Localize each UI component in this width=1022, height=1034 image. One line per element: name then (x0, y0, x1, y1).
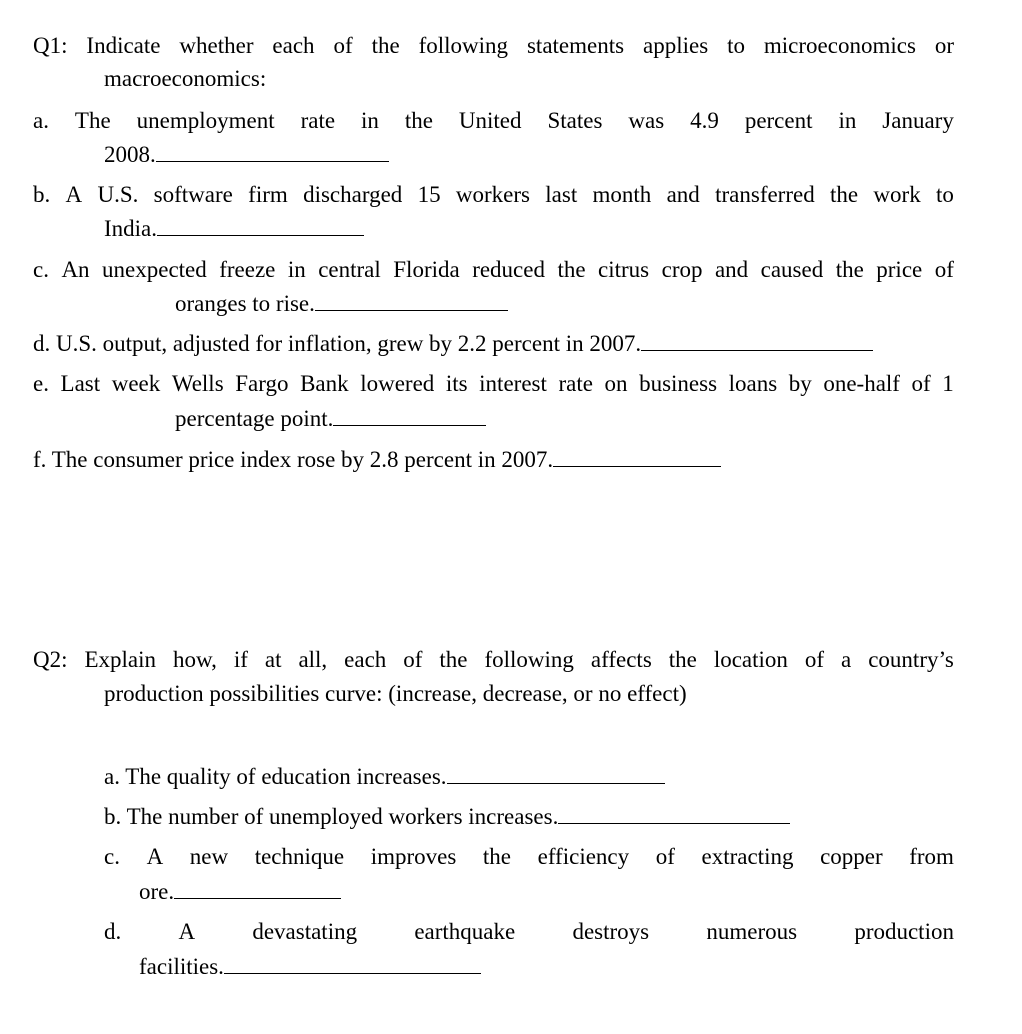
q1-prompt-line1 (33, 31, 954, 61)
q1-item-e-line1-word: one-half (823, 371, 900, 396)
q2-item-c-line1-word: technique (254, 844, 345, 869)
q2-prompt-text: production possibilities curve: (increase, decrease, or no effect) (104, 681, 687, 706)
q2-item-d-line1-word: A (178, 919, 196, 944)
q2-prompt-line1-word: country’s (868, 647, 954, 672)
q1-item-b-line1-word: software (153, 182, 233, 207)
q1-item-c-line1 (33, 255, 954, 285)
q1-prompt-line1-word: following (418, 33, 509, 58)
q1-item-e-line1-word: business (639, 371, 718, 396)
q1-item-a-line1-word: unemployment (136, 108, 275, 133)
q2-item-c-line1-word: efficiency (537, 844, 630, 869)
q1-item-a-line1-word: was (628, 108, 665, 133)
q1-item-e-answer-blank[interactable] (333, 403, 486, 426)
q1-item-e-line1-word: week (111, 371, 161, 396)
q1-item-c-line1-word: citrus (598, 257, 650, 282)
q1-item-a-line1-word: United (458, 108, 522, 133)
q1-item-e-line1-word: by (788, 371, 812, 396)
q1-item-c-line1-word: the (557, 257, 586, 282)
q1-item-e-line1-word: rate (558, 371, 593, 396)
q1-item-b-line1-word: transferred (715, 182, 815, 207)
q1-item-b-line1-word: discharged (303, 182, 403, 207)
q1-item-e-line1-word: 1 (942, 371, 954, 396)
q1-item-a-line1-word: a. (33, 108, 49, 133)
q1-item-c-line1-word: in (287, 257, 306, 282)
q2-item-c-answer-blank[interactable] (174, 876, 341, 899)
q1-item-b-line1-word: A (65, 182, 83, 207)
q1-item-e-line1-word: its (445, 371, 468, 396)
q1-item-f-line (33, 444, 721, 474)
q1-item-b-line1-word: month (592, 182, 652, 207)
q2-item-c-line1-word: c. (104, 844, 120, 869)
q1-item-f-answer-blank[interactable] (553, 444, 721, 467)
q2-prompt-line1-word: of (804, 647, 825, 672)
q1-prompt-text: macroeconomics: (104, 66, 267, 91)
q2-item-c-line1 (104, 842, 954, 872)
q1-prompt-line1-word: of (333, 33, 353, 58)
q1-item-e-line1-word: Last (60, 371, 101, 396)
q1-item-a-line2 (104, 139, 389, 169)
q2-item-c-line1-word: extracting (701, 844, 794, 869)
q1-prompt-line1-word: the (371, 33, 400, 58)
q2-item-c-line1-word: A (146, 844, 164, 869)
q1-prompt-line1-word: applies (643, 33, 709, 58)
q1-item-b-line1-word: last (545, 182, 578, 207)
q1-item-e-line1-word: Wells (171, 371, 224, 396)
q2-prompt-line1-word: all, (298, 647, 328, 672)
q2-prompt-line1-word: of (403, 647, 423, 672)
q1-prompt-line2 (104, 64, 266, 94)
q1-prompt-line1-word: each (272, 33, 315, 58)
q2-item-c-line1-word: the (482, 844, 512, 869)
q1-item-a-line1-word: 4.9 (690, 108, 719, 133)
q1-item-c-line1-word: of (934, 257, 954, 282)
q1-item-c-line2 (175, 288, 508, 318)
q1-item-e-line1-word: interest (479, 371, 547, 396)
q2-prompt-line1-word: Explain (84, 647, 157, 672)
q1-item-c-line1-word: and (714, 257, 749, 282)
q1-item-a-line1-word: rate (300, 108, 336, 133)
q1-item-a-line1-word: the (404, 108, 433, 133)
q1-item-e-line1-word: lowered (360, 371, 435, 396)
q1-item-b-line1-word: to (936, 182, 954, 207)
q1-item-e-line2 (175, 403, 486, 433)
q1-prompt-line1-word: to (727, 33, 745, 58)
q1-item-c-line1-word: unexpected (102, 257, 207, 282)
q2-item-b-line (104, 801, 790, 831)
q1-item-a-text: 2008. (104, 142, 156, 167)
q1-item-e-text: percentage point. (175, 406, 334, 431)
q2-prompt-line1-word: a (841, 647, 852, 672)
q1-item-b-line1-word: and (666, 182, 700, 207)
q1-item-b-line1-word: U.S. (97, 182, 139, 207)
q1-item-e-line1-word: on (604, 371, 628, 396)
q1-item-b-line1 (33, 180, 954, 210)
q2-prompt-line1-word: how, (172, 647, 217, 672)
q2-prompt-line1-word: each (344, 647, 387, 672)
q1-item-c-line1-word: central (318, 257, 381, 282)
q1-item-d-line (33, 328, 873, 358)
q1-item-c-line1-word: reduced (472, 257, 545, 282)
q1-item-a-line1-word: The (74, 108, 111, 133)
q2-item-d-line1-word: numerous (706, 919, 798, 944)
q1-item-e-line1-word: loans (728, 371, 778, 396)
q2-prompt-line2 (104, 679, 687, 709)
q2-item-c-line1-word: from (909, 844, 954, 869)
q1-item-e-line1 (33, 369, 954, 399)
q2-prompt-line1-word: affects (590, 647, 652, 672)
q1-item-b-line1-word: the (830, 182, 859, 207)
q1-prompt-line1-word: or (934, 33, 954, 58)
q2-prompt-line1-word: Q2: (33, 647, 68, 672)
q1-item-d-answer-blank[interactable] (641, 328, 873, 351)
q1-prompt-line1-word: microeconomics (763, 33, 916, 58)
q1-item-c-line1-word: Florida (393, 257, 460, 282)
q1-item-c-line1-word: the (835, 257, 864, 282)
q2-item-d-line1-word: devastating (252, 919, 358, 944)
q1-item-b-answer-blank[interactable] (157, 213, 364, 236)
q2-item-b-answer-blank[interactable] (558, 801, 790, 824)
q2-prompt-line1-word: following (484, 647, 574, 672)
q1-item-b-line1-word: workers (455, 182, 530, 207)
q2-item-d-line2 (139, 951, 481, 981)
q1-item-e-line1-word: e. (33, 371, 49, 396)
q1-item-f-text: f. The consumer price index rose by 2.8 percent in 2007. (33, 447, 554, 472)
q1-item-b-text: India. (104, 216, 158, 241)
q2-item-c-line1-word: copper (820, 844, 883, 869)
q1-item-a-answer-blank[interactable] (156, 139, 389, 162)
q1-item-b-line1-word: 15 (417, 182, 441, 207)
q2-prompt-line1-word: location (713, 647, 788, 672)
q1-item-a-line1-word: January (882, 108, 954, 133)
q2-item-d-line1-word: d. (104, 919, 122, 944)
q2-item-d-line1-word: destroys (572, 919, 650, 944)
q1-item-c-text: oranges to rise. (175, 291, 315, 316)
q2-item-d-line1-word: production (854, 919, 954, 944)
q1-item-c-answer-blank[interactable] (315, 288, 508, 311)
q1-item-e-line1-word: Bank (300, 371, 349, 396)
q1-item-b-line1-word: work (873, 182, 921, 207)
q1-item-c-line1-word: price (876, 257, 923, 282)
q2-prompt-line1 (33, 645, 954, 675)
q1-item-c-line1-word: caused (760, 257, 824, 282)
q2-item-d-answer-blank[interactable] (224, 951, 481, 974)
q1-prompt-line1-word: Q1: (33, 33, 68, 58)
q2-item-a-line (104, 761, 665, 791)
q2-item-b-text: b. The number of unemployed workers increases. (104, 804, 559, 829)
q2-prompt-line1-word: the (668, 647, 697, 672)
q1-item-e-line1-word: Fargo (235, 371, 289, 396)
q1-item-d-text: d. U.S. output, adjusted for inflation, grew by 2.2 percent in 2007. (33, 331, 642, 356)
q2-item-c-line2 (139, 876, 341, 906)
q1-item-a-line1-word: percent (744, 108, 813, 133)
q2-prompt-line1-word: if (233, 647, 248, 672)
q1-item-b-line1-word: firm (248, 182, 288, 207)
q2-item-c-text: ore. (139, 879, 175, 904)
q1-item-c-line1-word: c. (33, 257, 49, 282)
q2-item-d-line1-word: earthquake (414, 919, 516, 944)
q1-item-a-line1-word: in (361, 108, 379, 133)
q1-prompt-line1-word: statements (526, 33, 625, 58)
q1-item-c-line1-word: freeze (219, 257, 276, 282)
q1-item-c-line1-word: crop (661, 257, 703, 282)
q1-item-a-line1 (33, 106, 954, 136)
q2-item-d-text: facilities. (139, 954, 224, 979)
q1-item-b-line1-word: b. (33, 182, 51, 207)
q2-prompt-line1-word: the (439, 647, 468, 672)
q1-item-a-line1-word: in (838, 108, 857, 133)
q1-prompt-line1-word: whether (179, 33, 254, 58)
q2-item-a-text: a. The quality of education increases. (104, 764, 447, 789)
q1-prompt-line1-word: Indicate (86, 33, 161, 58)
q1-item-e-line1-word: of (911, 371, 931, 396)
q2-item-c-line1-word: of (655, 844, 675, 869)
q2-item-c-line1-word: new (189, 844, 229, 869)
q2-item-a-answer-blank[interactable] (447, 761, 665, 784)
q1-item-a-line1-word: States (547, 108, 603, 133)
q2-prompt-line1-word: at (264, 647, 282, 672)
q1-item-b-line2 (104, 213, 364, 243)
q2-item-d-line1 (104, 917, 954, 947)
q2-item-c-line1-word: improves (370, 844, 457, 869)
q1-item-c-line1-word: An (61, 257, 90, 282)
